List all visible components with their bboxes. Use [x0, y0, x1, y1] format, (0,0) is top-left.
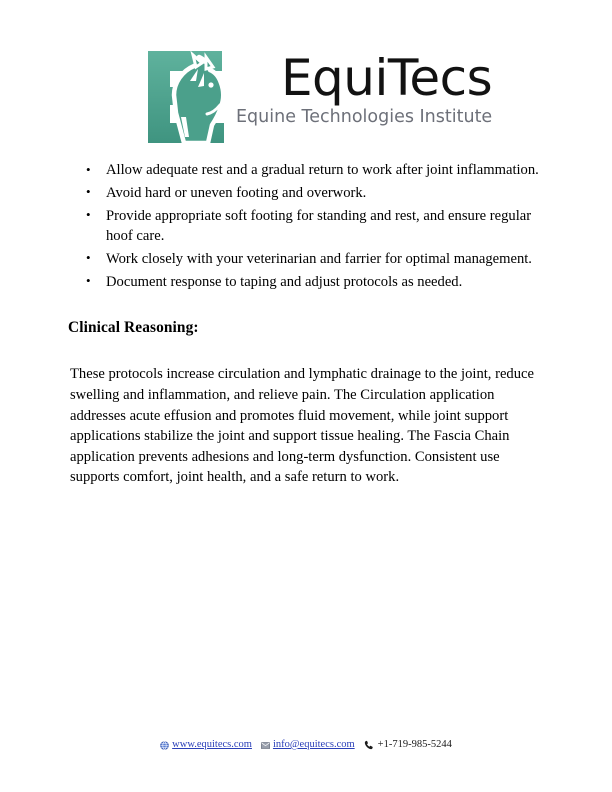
letterhead — [140, 45, 493, 155]
globe-icon — [160, 741, 169, 750]
list-item: • Work closely with your veterinarian and farrier for optimal management. — [106, 249, 546, 270]
website-link[interactable]: www.equitecs.com — [172, 739, 252, 750]
equitecs-horse-e-logo-icon — [140, 47, 232, 145]
section-heading-clinical-reasoning: Clinical Reasoning: — [68, 319, 199, 337]
list-item: • Avoid hard or uneven footing and overwork. — [106, 183, 546, 204]
phone-icon — [364, 740, 374, 750]
email-link[interactable]: info@equitecs.com — [272, 739, 355, 750]
footer-email[interactable] — [261, 738, 355, 752]
list-item: • Document response to taping and adjust protocols as needed. — [106, 272, 546, 293]
footer-website[interactable] — [160, 738, 252, 752]
brand-tagline: Equine Technologies Institute — [236, 107, 493, 127]
clinical-reasoning-paragraph: These protocols increase circulation and lymphatic drainage to the joint, reduce swelling and inflammation, and relieve pain. The Circulation application addresses acute effusion and promotes fluid movement, while joint support applications stabilize the joint and support tissue healing. The Fascia Chain application prevents adhesions and long-term dysfunction. Consistent use supports comfort, joint health, and a safe return to work. — [70, 366, 534, 486]
document-body — [68, 160, 546, 488]
recommendations-list — [68, 160, 546, 292]
list-item: • Allow adequate rest and a gradual return to work after joint inflammation. — [106, 160, 546, 181]
brand-text-block — [236, 45, 492, 128]
brand-name: EquiTecs — [280, 49, 493, 107]
envelope-icon — [261, 742, 270, 749]
page-footer — [0, 738, 612, 752]
footer-phone — [364, 738, 452, 752]
list-item: • Provide appropriate soft footing for standing and rest, and ensure regular hoof care. — [106, 206, 546, 247]
phone-number: +1-719-985-5244 — [377, 739, 452, 750]
